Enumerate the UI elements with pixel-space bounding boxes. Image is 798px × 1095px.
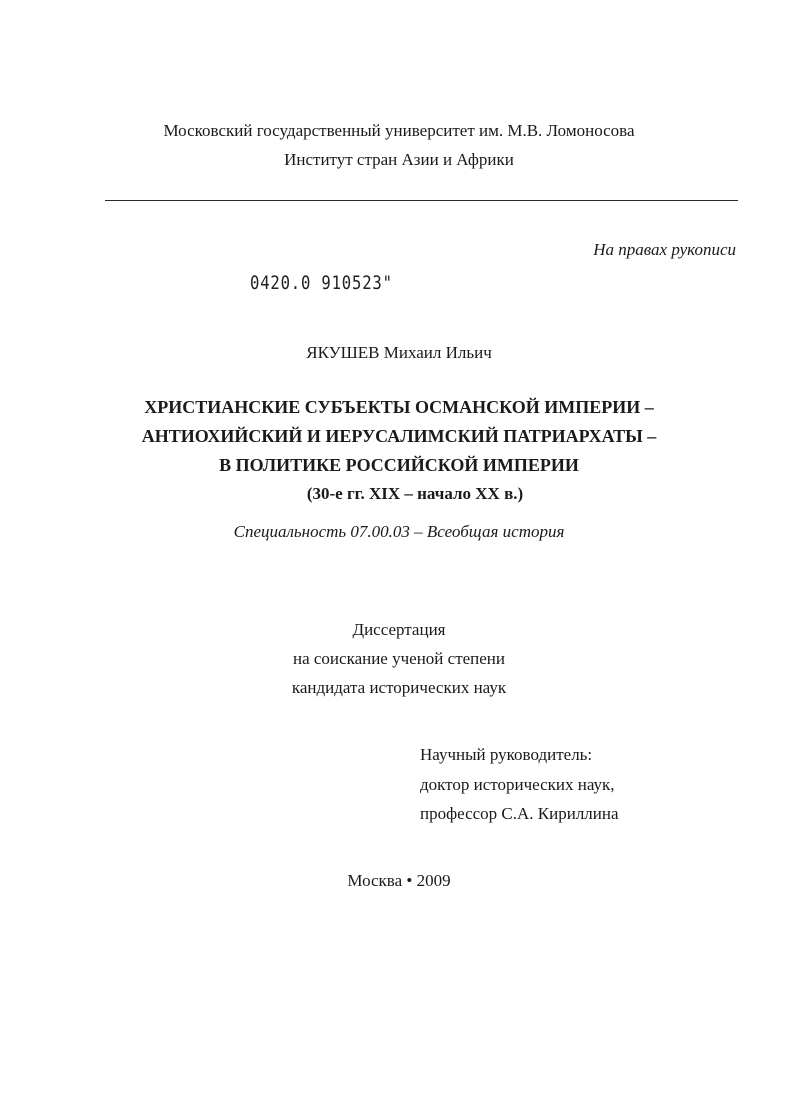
dissertation-type: Диссертация	[352, 620, 446, 639]
header-divider	[105, 200, 738, 201]
supervisor-name: профессор С.А. Кириллина	[420, 804, 619, 823]
place-year: Москва • 2009	[347, 871, 451, 890]
institute-name: Институт стран Азии и Африки	[284, 150, 514, 169]
supervisor-label: Научный руководитель:	[420, 745, 593, 764]
title-line-2: АНТИОХИЙСКИЙ И ИЕРУСАЛИМСКИЙ ПАТРИАРХАТЫ –	[141, 426, 657, 446]
university-name: Московский государственный университет им. М.В. Ломоносова	[163, 121, 635, 140]
catalog-stamp: 0420.0 910523"	[250, 272, 393, 294]
specialty: Специальность 07.00.03 – Всеобщая история	[233, 522, 565, 541]
title-line-3: В ПОЛИТИКЕ РОССИЙСКОЙ ИМПЕРИИ	[219, 455, 579, 475]
supervisor-degree: доктор исторических наук,	[420, 775, 615, 794]
dissertation-purpose: на соискание ученой степени	[292, 649, 506, 668]
dissertation-degree: кандидата исторических наук	[291, 678, 507, 697]
title-line-1: ХРИСТИАНСКИЕ СУБЪЕКТЫ ОСМАНСКОЙ ИМПЕРИИ –	[144, 397, 654, 417]
title-period: (30-е гг. XIX – начало XX в.)	[306, 484, 524, 503]
rights-note: На правах рукописи	[593, 240, 736, 259]
author-name: ЯКУШЕВ Михаил Ильич	[306, 343, 492, 362]
